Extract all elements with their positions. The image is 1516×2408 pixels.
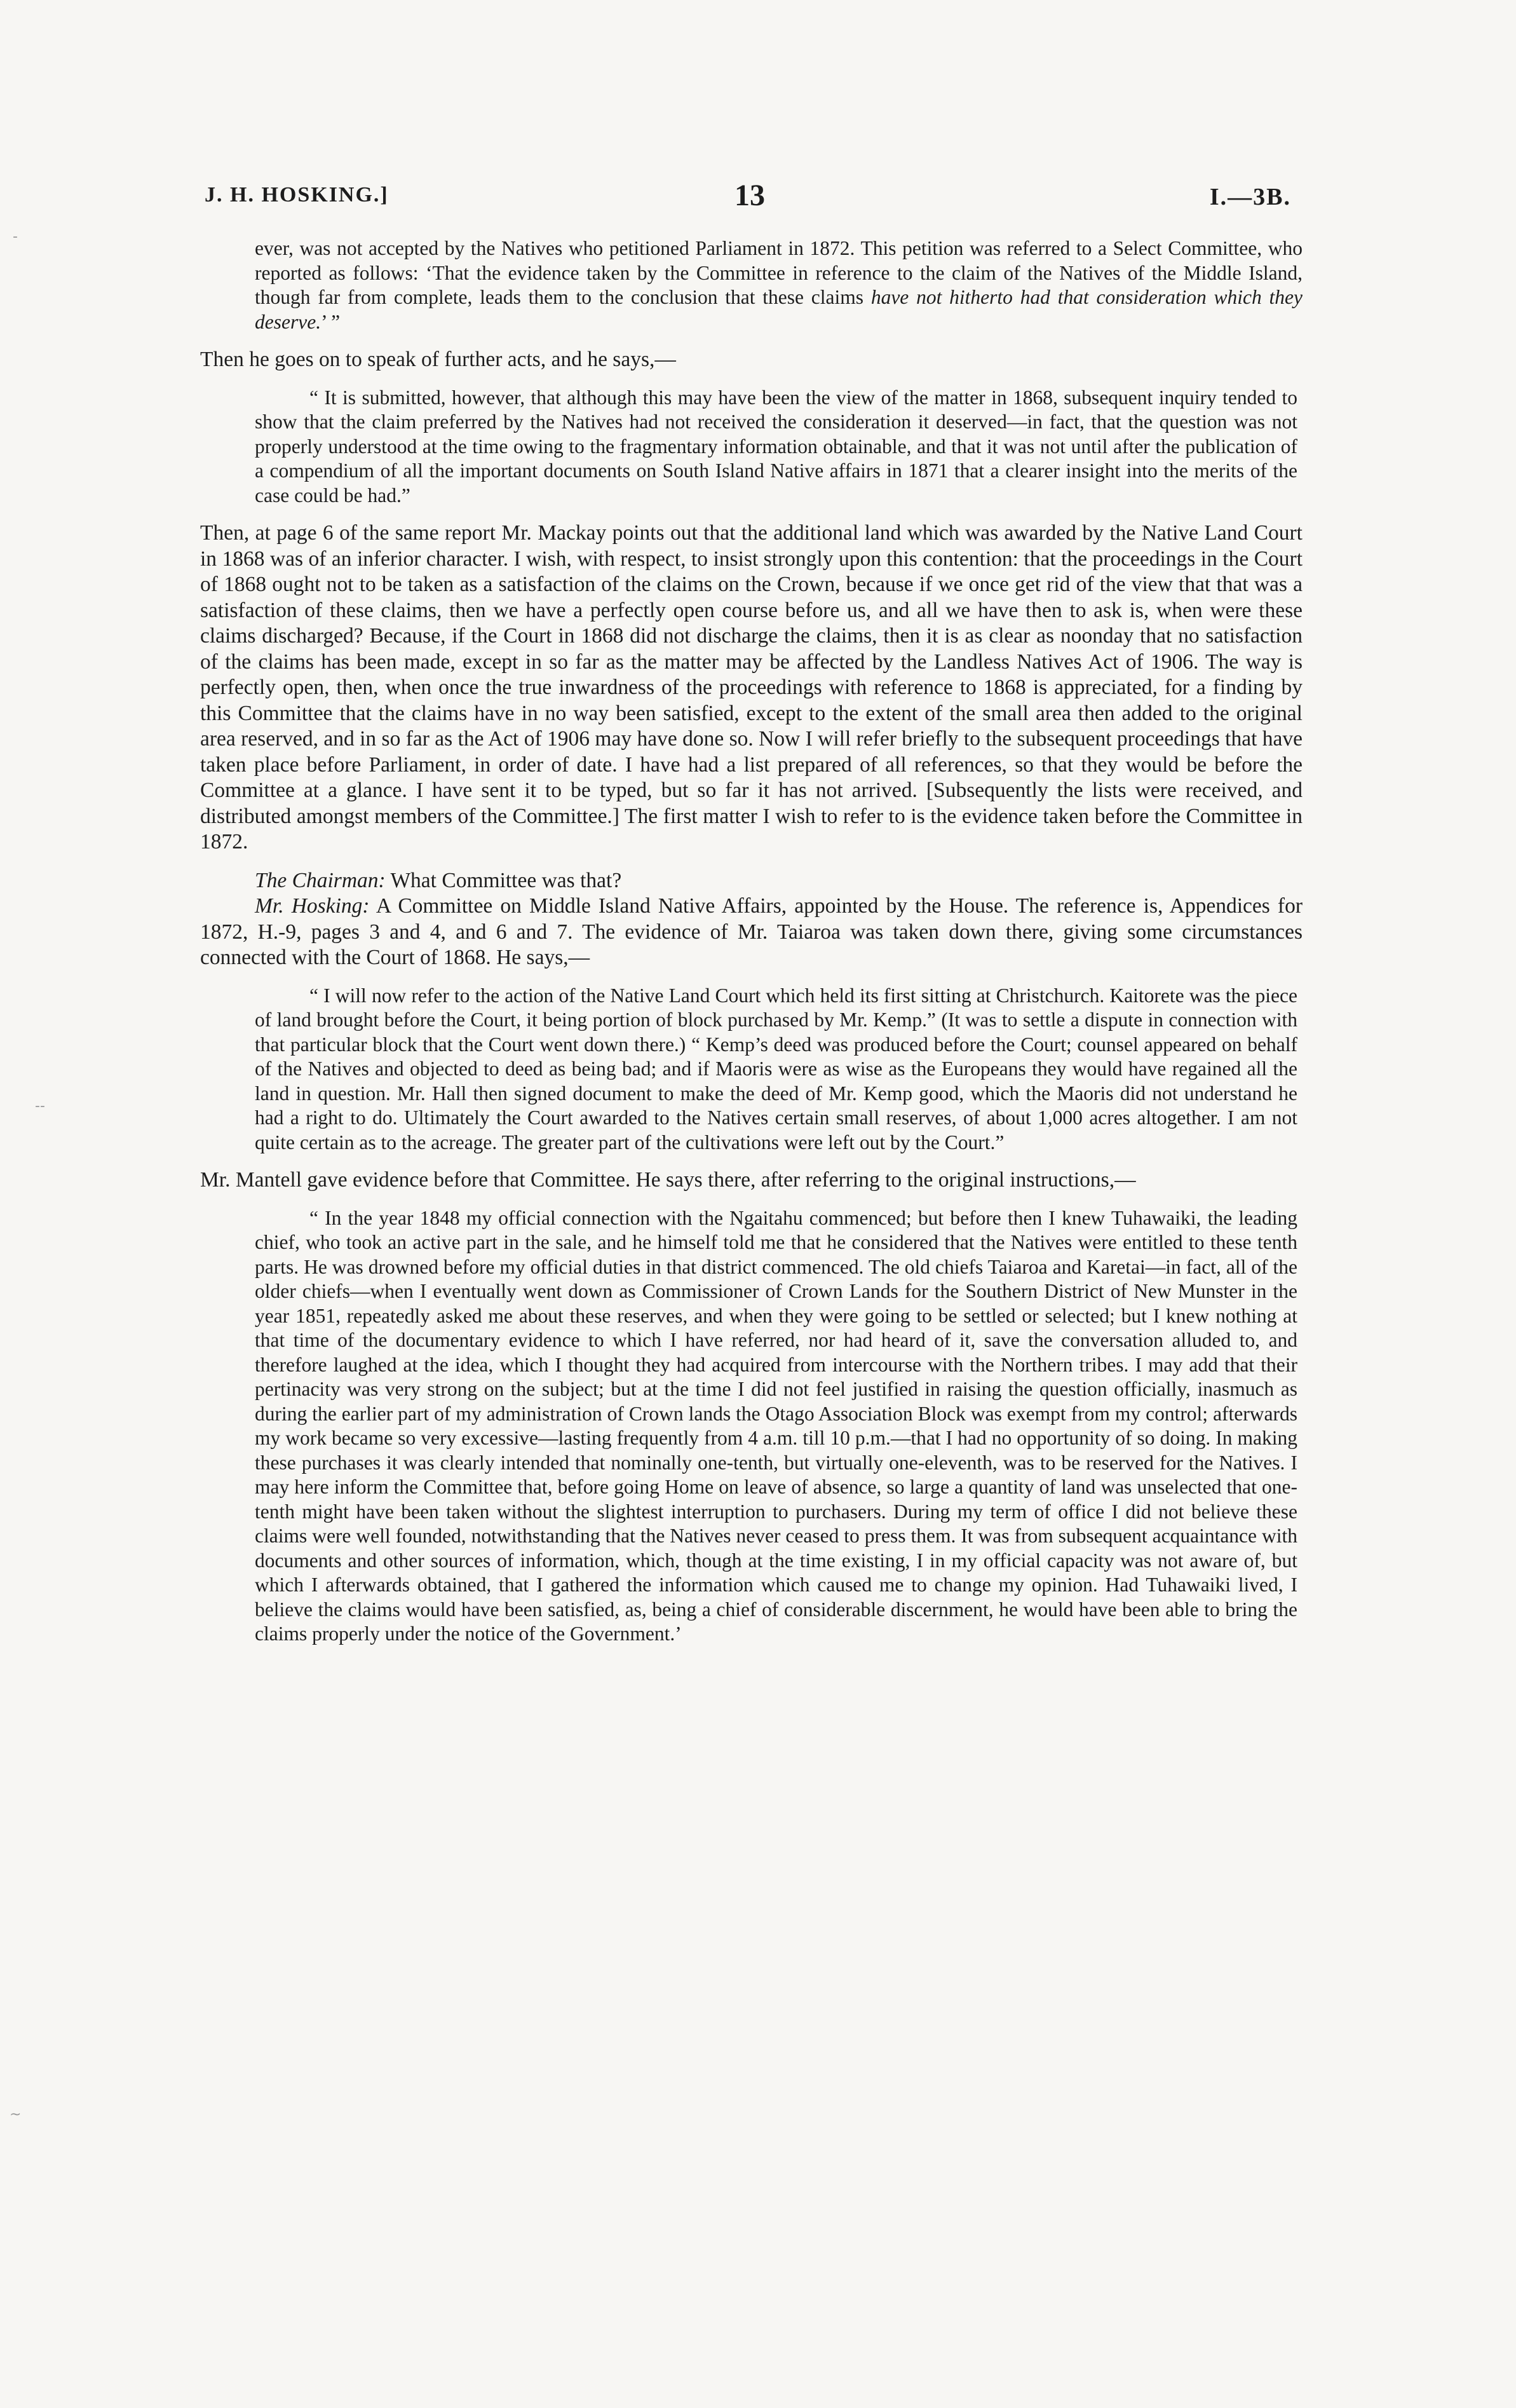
page-number: 13 <box>734 179 765 212</box>
header-reference: I.—3B. <box>1209 184 1291 210</box>
speaker-chairman: The Chairman: <box>255 868 386 892</box>
paragraph-intro-acts: Then he goes on to speak of further acts, and he says,— <box>200 348 676 371</box>
scan-mark: -- <box>35 1098 45 1114</box>
scan-mark: - <box>13 229 18 245</box>
paragraph-mantell-intro: Mr. Mantell gave evidence before that Committee. He says there, after referring to the original instructions,— <box>200 1168 1136 1192</box>
paragraph-quote-mantell: “ In the year 1848 my official connection with the Ngaitahu commenced; but before then I knew Tuhawaiki, the leading chief, who took an active part in the sale, and he himself told me that he considered that the Natives were entitled to these tenth parts. He was drowned before my official duties in that district commenced. The old chiefs Taiaroa and Karetai—in fact, all of the older chiefs—when I eventually went down as Commissioner of Crown Lands for the Southern District of New Munster in the year 1851, repeatedly asked me about these reserves, and when they were going to be settled or selected; but I knew nothing at that time of the documentary evidence to which I have referred, nor had heard of it, save the conversation alluded to, and therefore laughed at the idea, which I thought they had acquired from intercourse with the Northern tribes. I may add that their pertinacity was very strong on the subject; but at the time I did not feel justified in raising the question officially, inasmuch as during the earlier part of my administration of Crown lands the Otago Association Block was exempt from my control; afterwards my work became so very excessive—lasting frequently from 4 a.m. till 10 p.m.—that I had no opportunity of so doing. In making these purchases it was clearly intended that nominally one-tenth, but virtually one-eleventh, was to be reserved for the Natives. I may here inform the Committee that, before going Home on leave of absence, so large a quantity of land was unselected that one-tenth might have been taken without the slightest interruption to purchasers. During my term of office I did not believe these claims were well founded, notwithstanding that the Natives never ceased to press them. It was from subsequent acquaintance with documents and other sources of information, which, though at the time existing, I in my official capacity was not aware of, but which I afterwards obtained, that I gathered the information which caused me to change my opinion. Had Tuhawaiki lived, I believe the claims would have been satisfied, as, being a chief of considerable discernment, he would have been able to bring the claims properly under the notice of the Government.’ <box>255 1206 1297 1645</box>
paragraph-quote-taiaroa: “ I will now refer to the action of the Native Land Court which held its first sitting at Christchurch. Kaitorete was the piece of land brought before the Court, it being portion of block purchased by Mr. Kemp.” (It was to settle a dispute in connection with that particular block that the Court went down there.) “ Kemp’s deed was produced before the Court; counsel appeared on behalf of the Natives and objected to deed as being bad; and if Maoris were as wise as the Europeans they would have regained all the land in question. Mr. Hall then signed document to make the deed of Mr. Kemp good, which the Maoris did not understand he had a right to do. Ultimately the Court awarded to the Natives certain small reserves, of about 1,000 acres altogether. I am not quite certain as to the acreage. The greater part of the cultivations were left out by the Court.” <box>255 984 1297 1153</box>
paragraph-hosking-answer: Mr. Hosking: A Committee on Middle Island Native Affairs, appointed by the House. The reference is, Appendices for 1872, H.-9, pages 3 and 4, and 6 and 7. The evidence of Mr. Taiaroa was taken down there, giving some circumstances connected with the Court of 1868. He says,— <box>200 894 1303 969</box>
page-header <box>197 170 1303 215</box>
paragraph-chairman-question: The Chairman: What Committee was that? <box>255 868 622 892</box>
header-author: J. H. HOSKING.] <box>205 183 389 207</box>
speaker-hosking: Mr. Hosking: <box>255 894 370 918</box>
paragraph-mackay-report: Then, at page 6 of the same report Mr. Mackay points out that the additional land which was awarded by the Native Land Court in 1868 was of an inferior character. I wish, with respect, to insist strongly upon this contention: that the proceedings in the Court of 1868 ought not to be taken as a satisfaction of the claims on the Crown, because if we once get rid of the view that that was a satisfaction of these claims, then we have a perfectly open course before us, and all we have then to ask is, when were these claims discharged? Because, if the Court in 1868 did not discharge the claims, then it is as clear as noonday that no satisfaction of the claims has been made, except in so far as the matter may be affected by the Landless Natives Act of 1906. The way is perfectly open, then, when once the true inwardness of the proceedings with reference to 1868 is appreciated, for a finding by this Committee that the claims have in no way been satisfied, except to the extent of the small area then added to the original area reserved, and in so far as the Act of 1906 may have done so. Now I will refer briefly to the subsequent proceedings that have taken place before Parliament, in order of date. I have had a list prepared of all references, so that they would be before the Committee at a glance. I have sent it to be typed, but so far it has not arrived. [Subsequently the lists were received, and distributed amongst members of the Committee.] The first matter I wish to refer to is the evidence taken before the Committee in 1872. <box>200 521 1303 854</box>
paragraph-quoted-report: ever, was not accepted by the Natives who petitioned Parliament in 1872. This petition was referred to a Select Committee, who reported as follows: ‘That the evidence taken by the Committee in reference to the claim of the Natives of the Middle Island, though far from complete, leads them to the conclusion that these claims have not hitherto had that consideration which they deserve.’ ” <box>255 237 1303 333</box>
paragraph-quote-submission: “ It is submitted, however, that although this may have been the view of the matter in 1868, subsequent inquiry tended to show that the claim preferred by the Natives had not received the consideration it deserved—in fact, that the question was not properly understood at the time owing to the fragmentary information obtainable, and that it was not until after the publication of a compendium of all the important documents on South Island Native affairs in 1871 that a clearer insight into the merits of the case could be had.” <box>255 386 1297 507</box>
document-body <box>200 236 1303 1647</box>
scan-mark: ~ <box>10 2107 22 2123</box>
